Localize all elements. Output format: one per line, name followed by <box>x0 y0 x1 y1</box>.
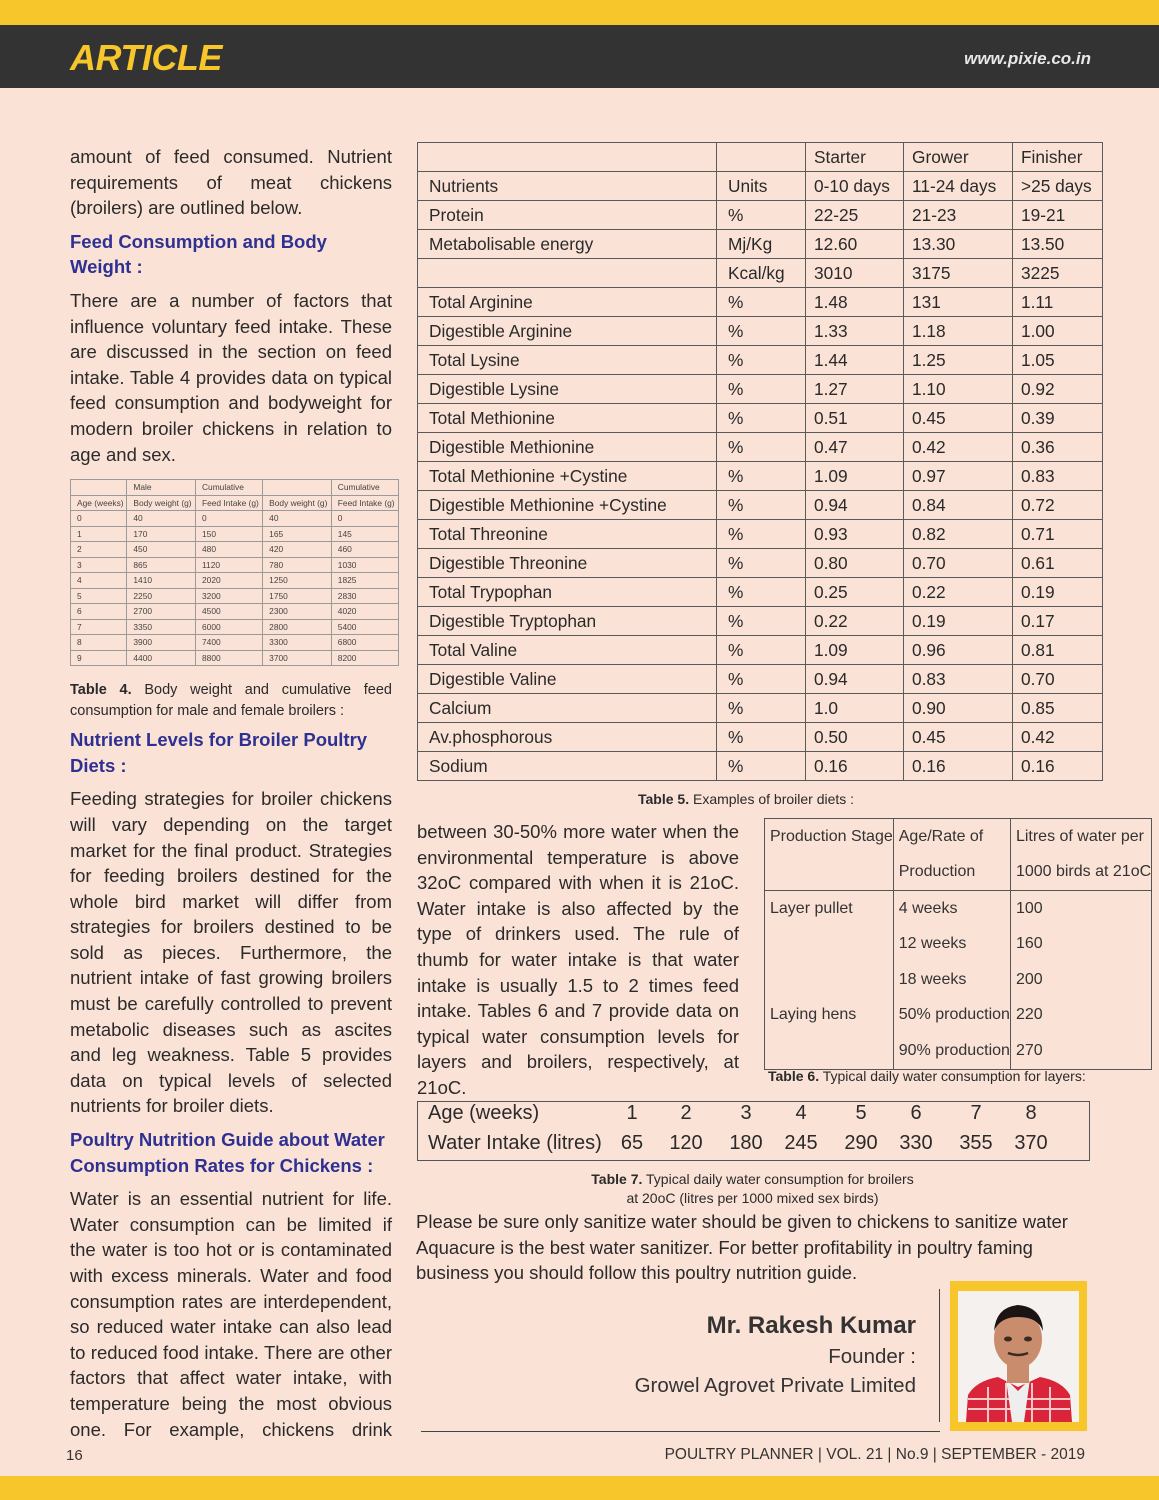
table5-cell: 0.51 <box>806 404 904 433</box>
table4-body <box>71 511 399 666</box>
table5-cell: 0.93 <box>806 520 904 549</box>
table5-cell: 0.85 <box>1013 694 1103 723</box>
table7-age-row <box>418 1102 1089 1131</box>
table5-cell: % <box>717 665 806 694</box>
table6-row <box>765 891 1152 927</box>
table7-intake-value: 245 <box>784 1132 818 1154</box>
table5-row <box>418 607 1103 636</box>
table4-cell: 0 <box>331 511 398 527</box>
table5-row <box>418 433 1103 462</box>
table5-cell: 0.16 <box>806 752 904 781</box>
table4-header-cell: Age (weeks) <box>71 495 127 511</box>
table4-row <box>71 635 399 651</box>
table4-cell: 3700 <box>263 650 332 666</box>
table4-row <box>71 511 399 527</box>
table4-caption: Table 4. Body weight and cumulative feed consumption for male and female broilers : <box>70 682 392 719</box>
table5-header-row <box>418 143 1103 172</box>
signature-divider-vertical <box>939 1289 940 1422</box>
table4-cell: 1 <box>71 526 127 542</box>
table5-cell: 0.17 <box>1013 607 1103 636</box>
table4-cell: 8 <box>71 635 127 651</box>
table5-cell <box>418 259 717 288</box>
table5-cell: Metabolisable energy <box>418 230 717 259</box>
table4-cell: 9 <box>71 650 127 666</box>
table-6-layer-water <box>764 818 1152 1070</box>
table5-cell: Grower <box>904 143 1013 172</box>
table6-header-row <box>765 855 1152 891</box>
table5-cell: 0.80 <box>806 549 904 578</box>
table5-cell: 0.61 <box>1013 549 1103 578</box>
table5-cell: Total Methionine <box>418 404 717 433</box>
table4-cell: 3900 <box>127 635 196 651</box>
table5-cell: % <box>717 752 806 781</box>
author-portrait-icon <box>958 1291 1079 1422</box>
table6-cell: Litres of water per <box>1010 819 1151 855</box>
table5-cell: % <box>717 636 806 665</box>
table5-cell: % <box>717 317 806 346</box>
table5-cell: % <box>717 346 806 375</box>
table4-cell: 1410 <box>127 573 196 589</box>
table5-cell <box>418 143 717 172</box>
heading-nutrient-levels: Nutrient Levels for Broiler Poultry Diets : <box>70 729 368 776</box>
table5-cell: 0.72 <box>1013 491 1103 520</box>
table6-cell: Production <box>893 855 1010 891</box>
table5-cell: Digestible Lysine <box>418 375 717 404</box>
table5-row <box>418 694 1103 723</box>
table4-row <box>71 619 399 635</box>
table5-cell: 1.48 <box>806 288 904 317</box>
table5-cell: Nutrients <box>418 172 717 201</box>
table5-cell: 0.39 <box>1013 404 1103 433</box>
author-company: Growel Agrovet Private Limited <box>634 1374 916 1397</box>
table4-cell: 2800 <box>263 619 332 635</box>
table5-cell: % <box>717 520 806 549</box>
table4-cell: 3200 <box>196 588 263 604</box>
table4-cell: 420 <box>263 542 332 558</box>
table5-cell: 1.00 <box>1013 317 1103 346</box>
table5-cell: 1.0 <box>806 694 904 723</box>
table5-cell: Total Threonine <box>418 520 717 549</box>
table5-cell: % <box>717 288 806 317</box>
table5-row <box>418 259 1103 288</box>
table6-cell: 270 <box>1010 1033 1151 1069</box>
table4-row <box>71 650 399 666</box>
table4-row <box>71 604 399 620</box>
table4-header-cell: Feed Intake (g) <box>331 495 398 511</box>
table4-header-cell: Body weight (g) <box>127 495 196 511</box>
nutrient-paragraph: Feeding strategies for broiler chickens will vary depending on the target market for the final product. Strategies for feeding broilers destined for the whole bird market will differ from strategies for broilers destined to be sold as pieces. Furthermore, the nutrient intake of fast growing broilers must be carefully controlled to prevent metabolic diseases such as ascites and leg weakness. Table 5 provides data on typical levels of selected nutrients for broiler diets. <box>70 788 392 1117</box>
table5-cell: Digestible Valine <box>418 665 717 694</box>
table6-cell: 160 <box>1010 927 1151 963</box>
table5-cell: >25 days <box>1013 172 1103 201</box>
table4-cell: 7400 <box>196 635 263 651</box>
table5-cell: Av.phosphorous <box>418 723 717 752</box>
table7-age-label: Age (weeks) <box>428 1102 540 1124</box>
table4-cell: 4400 <box>127 650 196 666</box>
table4-cell: 40 <box>263 511 332 527</box>
table4-cell: 40 <box>127 511 196 527</box>
heading-feed-consumption: Feed Consumption and Body Weight : <box>70 230 327 278</box>
table6-cell <box>765 855 894 891</box>
table5-cell: 1.09 <box>806 636 904 665</box>
table5-cell: 0.90 <box>904 694 1013 723</box>
table7-caption: Table 7. Typical daily water consumption for broilers at 20oC (litres per 1000 mixed sex birds) <box>591 1171 914 1206</box>
table7-intake-label: Water Intake (litres) <box>428 1132 602 1154</box>
middle-column-text <box>417 819 739 1101</box>
table6-cell: Age/Rate of <box>893 819 1010 855</box>
table5-cell: 0.94 <box>806 491 904 520</box>
table4-cell: 2250 <box>127 588 196 604</box>
table4-cell: 1825 <box>331 573 398 589</box>
table7-age-value: 2 <box>680 1102 692 1124</box>
table7-age-value: 5 <box>855 1102 867 1124</box>
table5-cell: % <box>717 607 806 636</box>
table5-cell: 0.83 <box>904 665 1013 694</box>
table6-row <box>765 927 1152 963</box>
table4-cell: 1250 <box>263 573 332 589</box>
table5-cell: 0.70 <box>904 549 1013 578</box>
table5-cell: 0.97 <box>904 462 1013 491</box>
table4-row <box>71 526 399 542</box>
table5-row <box>418 520 1103 549</box>
table-5-broiler-diets <box>417 142 1103 781</box>
table4-cell: 0 <box>71 511 127 527</box>
table5-cell: 0.81 <box>1013 636 1103 665</box>
table6-row <box>765 962 1152 998</box>
table5-row <box>418 752 1103 781</box>
table6-cell: 200 <box>1010 962 1151 998</box>
table5-cell: 0.36 <box>1013 433 1103 462</box>
table5-cell: % <box>717 491 806 520</box>
table5-cell: 3175 <box>904 259 1013 288</box>
table5-cell: 0.83 <box>1013 462 1103 491</box>
table4-cell: 6 <box>71 604 127 620</box>
table5-cell: 0.96 <box>904 636 1013 665</box>
table6-cell: Layer pullet <box>765 891 894 927</box>
table5-cell: Finisher <box>1013 143 1103 172</box>
website-url[interactable]: www.pixie.co.in <box>964 49 1091 68</box>
table4-cell: 1030 <box>331 557 398 573</box>
table5-cell: 0.19 <box>1013 578 1103 607</box>
table4-cell: 865 <box>127 557 196 573</box>
table5-cell: Total Valine <box>418 636 717 665</box>
page-number: 16 <box>66 1447 83 1464</box>
table5-row <box>418 346 1103 375</box>
table4-cell: 4500 <box>196 604 263 620</box>
table6-cell <box>765 927 894 963</box>
table5-cell: Calcium <box>418 694 717 723</box>
table7-age-value: 4 <box>795 1102 807 1124</box>
table5-cell: 0.71 <box>1013 520 1103 549</box>
table5-cell: 1.27 <box>806 375 904 404</box>
table7-intake-value: 355 <box>959 1132 993 1154</box>
table5-cell: 0.45 <box>904 723 1013 752</box>
table7-age-value: 1 <box>626 1102 638 1124</box>
table7-age-value: 8 <box>1025 1102 1037 1124</box>
table5-cell: 0.42 <box>904 433 1013 462</box>
table5-cell: Digestible Methionine +Cystine <box>418 491 717 520</box>
table4-cell: 3 <box>71 557 127 573</box>
table6-cell: Laying hens <box>765 998 894 1034</box>
heading-water-consumption: Poultry Nutrition Guide about Water Consumption Rates for Chickens : <box>70 1129 385 1176</box>
table-7-broiler-water <box>417 1101 1090 1161</box>
table5-caption: Table 5. Examples of broiler diets : <box>638 791 855 807</box>
table5-cell: 0.16 <box>1013 752 1103 781</box>
table5-cell: 12.60 <box>806 230 904 259</box>
table6-row <box>765 1033 1152 1069</box>
table5-cell: 0.94 <box>806 665 904 694</box>
table6-cell: 18 weeks <box>893 962 1010 998</box>
table4-header-row <box>71 495 399 511</box>
table5-cell: 0.47 <box>806 433 904 462</box>
table5-cell: 13.30 <box>904 230 1013 259</box>
table4-cell: 7 <box>71 619 127 635</box>
table5-cell: 131 <box>904 288 1013 317</box>
table5-row <box>418 462 1103 491</box>
table4-cell: 1120 <box>196 557 263 573</box>
table4-cell: 0 <box>196 511 263 527</box>
table4-cell: 5400 <box>331 619 398 635</box>
table4-group-cumulative-2: Cumulative <box>331 480 398 496</box>
table7-intake-value: 330 <box>899 1132 933 1154</box>
table5-cell: % <box>717 549 806 578</box>
table5-cell: 0-10 days <box>806 172 904 201</box>
table5-cell: % <box>717 462 806 491</box>
table5-cell: % <box>717 723 806 752</box>
table5-row <box>418 665 1103 694</box>
table5-cell: % <box>717 578 806 607</box>
table5-header-row <box>418 172 1103 201</box>
table5-row <box>418 317 1103 346</box>
table5-cell: 0.22 <box>904 578 1013 607</box>
table7-age-value: 7 <box>970 1102 982 1124</box>
table4-cell: 150 <box>196 526 263 542</box>
table5-cell: 13.50 <box>1013 230 1103 259</box>
table5-cell: 11-24 days <box>904 172 1013 201</box>
table4-cell: 450 <box>127 542 196 558</box>
table5-cell: % <box>717 404 806 433</box>
table5-cell: Units <box>717 172 806 201</box>
table4-header-cell: Body weight (g) <box>263 495 332 511</box>
section-title: ARTICLE <box>70 37 222 78</box>
table7-intake-value: 370 <box>1014 1132 1048 1154</box>
table5-cell: 1.18 <box>904 317 1013 346</box>
table5-cell: Sodium <box>418 752 717 781</box>
table6-cell: 100 <box>1010 891 1151 927</box>
table5-cell: 0.84 <box>904 491 1013 520</box>
table7-intake-value: 120 <box>669 1132 703 1154</box>
table4-cell: 6000 <box>196 619 263 635</box>
table5-cell: Kcal/kg <box>717 259 806 288</box>
table5-cell: 0.22 <box>806 607 904 636</box>
table5-cell: Digestible Methionine <box>418 433 717 462</box>
table5-row <box>418 723 1103 752</box>
table5-cell: 1.09 <box>806 462 904 491</box>
table4-cell: 8200 <box>331 650 398 666</box>
table5-cell: Digestible Threonine <box>418 549 717 578</box>
table5-cell: 0.70 <box>1013 665 1103 694</box>
table4-cell: 4020 <box>331 604 398 620</box>
author-name: Mr. Rakesh Kumar <box>706 1312 916 1339</box>
table5-row <box>418 201 1103 230</box>
table6-cell: Production Stage <box>765 819 894 855</box>
table6-cell: 4 weeks <box>893 891 1010 927</box>
table6-cell <box>765 962 894 998</box>
table6-cell: 1000 birds at 21oC <box>1010 855 1151 891</box>
table-4-body-weight <box>70 479 399 666</box>
table4-header-cell: Feed Intake (g) <box>196 495 263 511</box>
table4-cell: 5 <box>71 588 127 604</box>
table5-cell: 19-21 <box>1013 201 1103 230</box>
bottom-accent-stripe <box>0 1476 1159 1500</box>
table4-cell: 170 <box>127 526 196 542</box>
table5-row <box>418 549 1103 578</box>
top-accent-stripe <box>0 0 1159 25</box>
table4-cell: 2700 <box>127 604 196 620</box>
table5-cell: Total Lysine <box>418 346 717 375</box>
table5-cell: 3225 <box>1013 259 1103 288</box>
table5-cell: 0.82 <box>904 520 1013 549</box>
table5-row <box>418 404 1103 433</box>
table5-row <box>418 288 1103 317</box>
table5-cell: 3010 <box>806 259 904 288</box>
table4-row <box>71 542 399 558</box>
table6-row <box>765 998 1152 1034</box>
table5-cell: 1.33 <box>806 317 904 346</box>
table5-row <box>418 230 1103 259</box>
table7-intake-value: 65 <box>620 1132 644 1154</box>
intro-paragraph: amount of feed consumed. Nutrient requirements of meat chickens (broilers) are outlined below. <box>70 146 392 219</box>
table5-cell: 1.11 <box>1013 288 1103 317</box>
table5-row <box>418 491 1103 520</box>
table4-cell: 6800 <box>331 635 398 651</box>
table5-cell: Starter <box>806 143 904 172</box>
table7-age-value: 3 <box>740 1102 752 1124</box>
table5-cell: Protein <box>418 201 717 230</box>
table6-header-row <box>765 819 1152 855</box>
author-photo <box>950 1281 1087 1431</box>
table6-cell: 12 weeks <box>893 927 1010 963</box>
table7-intake-value: 290 <box>844 1132 878 1154</box>
table5-cell: Total Trypophan <box>418 578 717 607</box>
water-paragraph: Water is an essential nutrient for life. Water consumption can be limited if the water is too hot or is contaminated with excess minerals. Water and food consumption rates are interdependent, so reduced water intake can also lead to reduced food intake. There are other factors that affect water intake, with temperature being the most obvious one. For example, chickens drink <box>70 1188 392 1440</box>
table5-cell: % <box>717 375 806 404</box>
author-role: Founder : <box>828 1345 916 1368</box>
table5-row <box>418 375 1103 404</box>
table5-cell: Digestible Tryptophan <box>418 607 717 636</box>
table4-row <box>71 573 399 589</box>
table5-cell: 0.92 <box>1013 375 1103 404</box>
table5-cell: % <box>717 694 806 723</box>
table5-cell: 0.16 <box>904 752 1013 781</box>
publication-info: POULTRY PLANNER | VOL. 21 | No.9 | SEPTEMBER - 2019 <box>664 1446 1085 1463</box>
table6-caption: Table 6. Typical daily water consumption for layers: <box>768 1068 1086 1084</box>
table7-intake-row <box>418 1132 1089 1161</box>
table4-cell: 2020 <box>196 573 263 589</box>
table5-cell: % <box>717 201 806 230</box>
table5-cell: 21-23 <box>904 201 1013 230</box>
page-header <box>0 25 1159 88</box>
table5-cell: 1.10 <box>904 375 1013 404</box>
table6-cell: 90% production <box>893 1033 1010 1069</box>
table4-row <box>71 557 399 573</box>
left-column <box>70 144 395 1442</box>
table4-cell: 165 <box>263 526 332 542</box>
feed-paragraph: There are a number of factors that influence voluntary feed intake. These are discussed in the section on feed intake. Table 4 provides data on typical feed consumption and bodyweight for modern broiler chickens in relation to age and sex. <box>70 289 392 465</box>
table5-cell: 0.19 <box>904 607 1013 636</box>
table5-cell: 0.25 <box>806 578 904 607</box>
table5-cell: Mj/Kg <box>717 230 806 259</box>
table4-cell: 2 <box>71 542 127 558</box>
table4-cell: 2300 <box>263 604 332 620</box>
table4-row <box>71 588 399 604</box>
table5-cell: % <box>717 433 806 462</box>
table6-cell: 50% production <box>893 998 1010 1034</box>
table4-group-male: Male <box>127 480 196 496</box>
table5-cell: 22-25 <box>806 201 904 230</box>
table7-age-value: 6 <box>910 1102 922 1124</box>
table5-cell: 0.45 <box>904 404 1013 433</box>
table4-cell: 3350 <box>127 619 196 635</box>
table5-row <box>418 636 1103 665</box>
table5-cell: 1.44 <box>806 346 904 375</box>
table6-cell: 220 <box>1010 998 1151 1034</box>
table4-cell: 145 <box>331 526 398 542</box>
author-signature <box>635 1310 916 1400</box>
table5-cell: Total Methionine +Cystine <box>418 462 717 491</box>
table5-cell <box>717 143 806 172</box>
table5-cell: 0.50 <box>806 723 904 752</box>
table4-cell: 3300 <box>263 635 332 651</box>
water-paragraph-continued: between 30-50% more water when the environmental temperature is above 32oC compared with when it is 21oC. Water intake is also affected by the type of drinkers used. The rule of thumb for water intake is that water intake is usually 1.5 to 2 times feed intake. Tables 6 and 7 provide data on typical water consumption levels for layers and broilers, respectively, at 21oC. <box>417 821 739 1098</box>
table5-cell: 1.25 <box>904 346 1013 375</box>
table4-cell: 1750 <box>263 588 332 604</box>
table4-cell: 2830 <box>331 588 398 604</box>
table4-cell: 8800 <box>196 650 263 666</box>
table7-intake-value: 180 <box>729 1132 763 1154</box>
table4-cell: 480 <box>196 542 263 558</box>
table5-cell: 0.42 <box>1013 723 1103 752</box>
table4-cell: 780 <box>263 557 332 573</box>
table6-cell <box>765 1033 894 1069</box>
table4-cell: 4 <box>71 573 127 589</box>
table4-group-cumulative: Cumulative <box>196 480 263 496</box>
signature-divider-horizontal <box>421 1431 940 1432</box>
table5-cell: Total Arginine <box>418 288 717 317</box>
table5-cell: 1.05 <box>1013 346 1103 375</box>
table5-row <box>418 578 1103 607</box>
table4-cell: 460 <box>331 542 398 558</box>
table5-cell: Digestible Arginine <box>418 317 717 346</box>
closing-paragraph: Please be sure only sanitize water should be given to chickens to sanitize water Aquacure is the best water sanitizer. For better profitability in poultry faming business you should follow this poultry nutrition guide. <box>416 1211 1068 1284</box>
